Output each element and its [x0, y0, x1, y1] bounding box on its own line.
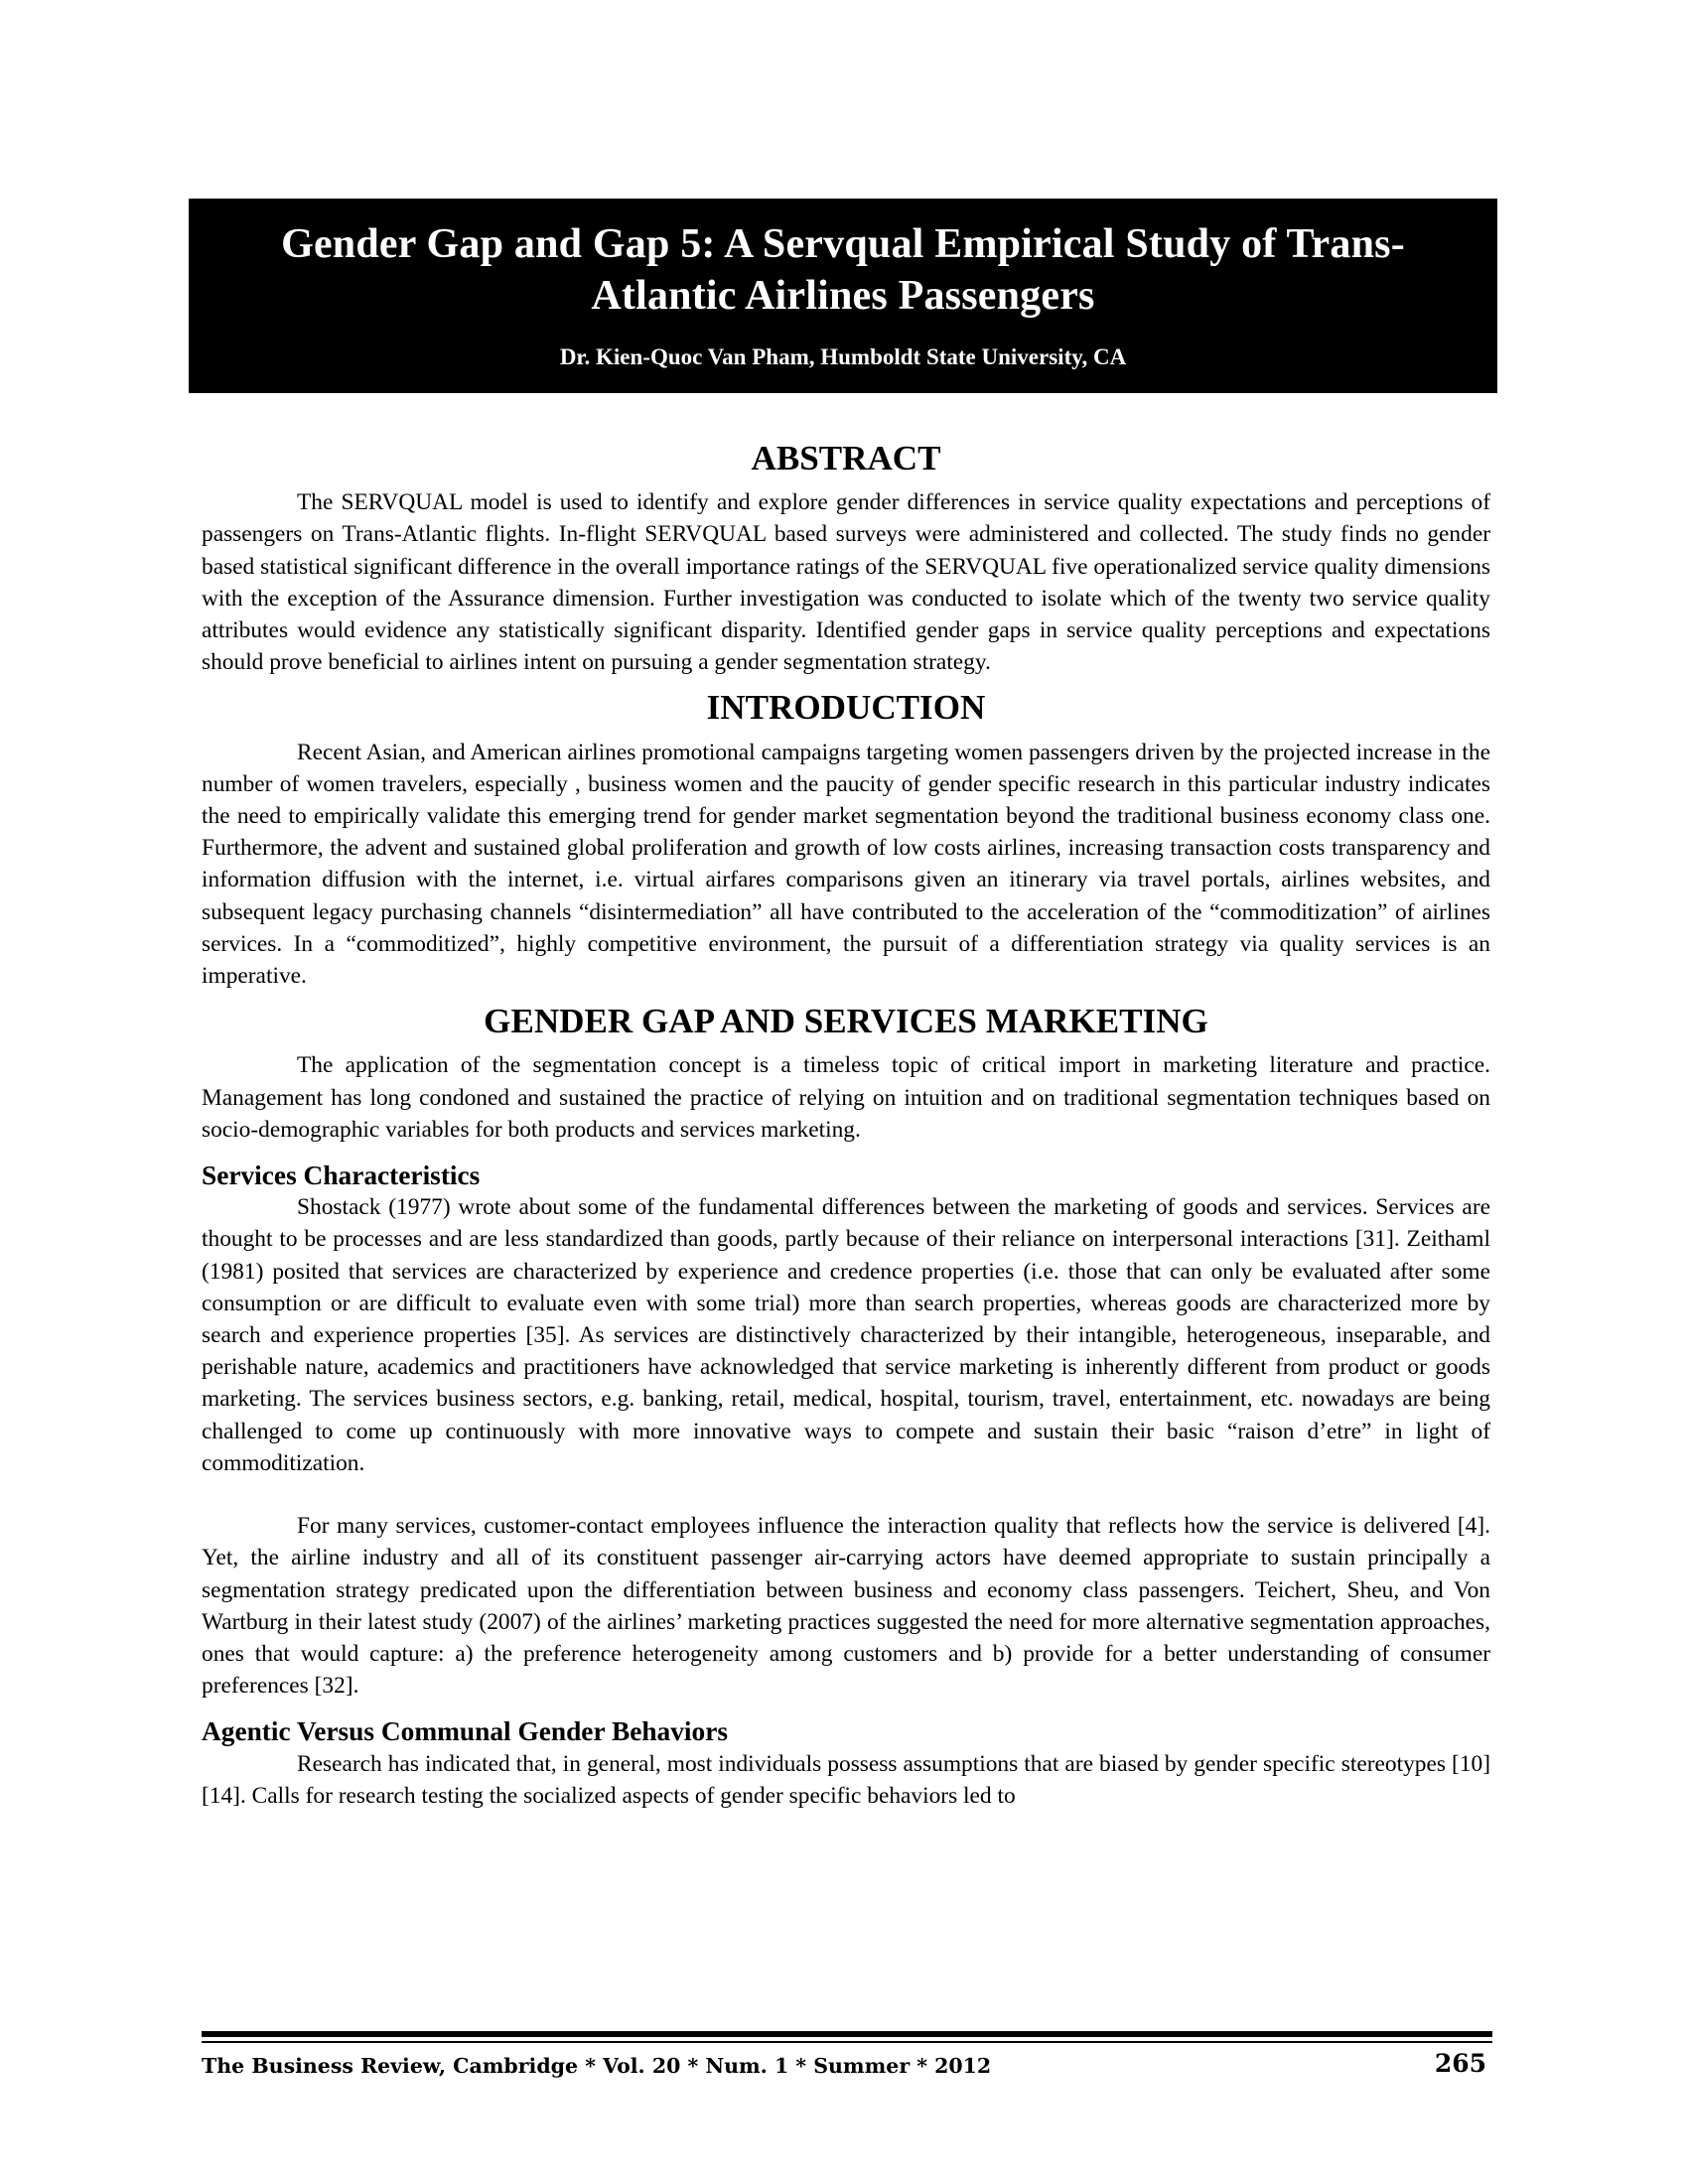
introduction-text: Recent Asian, and American airlines promotional campaigns targeting women passengers driven by the projected increase in the number of women travelers, especially , business women and the paucity of gender specific research in this particular industry indicates the need to empirically validate this emerging trend for gender market segmentation beyond the traditional business economy class one. Furthermore, the advent and sustained global proliferation and growth of low costs airlines, increasing transaction costs transparency and information diffusion with the internet, i.e. virtual airfares comparisons given an itinerary via travel portals, airlines websites, and subsequent legacy purchasing channels “disintermediation” all have contributed to the acceleration of the “commoditization” of airlines services. In a “commoditized”, highly competitive environment, the pursuit of a differentiation strategy via quality services is an imperative.	[202, 739, 1490, 990]
abstract-text: The SERVQUAL model is used to identify and explore gender differences in service quality expectations and perceptions of passengers on Trans-Atlantic flights. In-flight SERVQUAL based surveys were administered and collected. The study finds no gender based statistical significant difference in the overall importance ratings of the SERVQUAL five operationalized service quality dimensions with the exception of the Assurance dimension. Further investigation was conducted to isolate which of the twenty two service quality attributes would evidence any statistically significant disparity. Identified gender gaps in service quality perceptions and expectations should prove beneficial to airlines intent on pursuing a gender segmentation strategy.	[202, 489, 1490, 676]
journal-citation: The Business Review, Cambridge * Vol. 20 * Num. 1 * Summer * 2012	[202, 2054, 992, 2078]
introduction-heading: INTRODUCTION	[706, 688, 986, 728]
title-banner	[189, 199, 1497, 393]
agentic-heading: Agentic Versus Communal Gender Behaviors	[202, 1716, 728, 1747]
paper-title-line-2: Atlantic Airlines Passengers	[591, 273, 1095, 319]
services-characteristics-heading: Services Characteristics	[202, 1160, 481, 1191]
abstract-heading: ABSTRACT	[751, 439, 941, 478]
page-number: 265	[1434, 2049, 1486, 2078]
paper-body	[202, 439, 1490, 1812]
services-characteristics-paragraph-2: For many services, customer-contact employees influence the interaction quality that reflects how the service is delivered [4]. Yet, the airline industry and all of its constituent passenger air-carrying actors have deemed appropriate to sustain principally a segmentation strategy predicated upon the differentiation between business and economy class passengers. Teichert, Sheu, and Von Wartburg in their latest study (2007) of the airlines’ marketing practices suggested the need for more alternative segmentation approaches, ones that would capture: a) the preference heterogeneity among customers and b) provide for a better understanding of consumer preferences [32].	[202, 1513, 1490, 1700]
paper-title-line-1: Gender Gap and Gap 5: A Servqual Empirical Study of Trans-	[281, 221, 1405, 267]
gender-gap-text: The application of the segmentation concept is a timeless topic of critical import in marketing literature and practice. Management has long condoned and sustained the practice of relying on intuition and on traditional segmentation techniques based on socio-demographic variables for both products and services marketing.	[202, 1052, 1490, 1143]
agentic-text: Research has indicated that, in general, most individuals possess assumptions that are biased by gender specific stereotypes [10] [14]. Calls for research testing the socialized aspects of gender specific behaviors led to	[202, 1750, 1490, 1809]
footer-rule-thin	[202, 2041, 1492, 2043]
services-characteristics-paragraph-1: Shostack (1977) wrote about some of the fundamental differences between the marketing of goods and services. Services are thought to be processes and are less standardized than goods, partly because of their reliance on interpersonal interactions [31]. Zeithaml (1981) posited that services are characterized by experience and credence properties (i.e. those that can only be evaluated after some consumption or are difficult to evaluate even with some trial) more than search properties, whereas goods are characterized more by search and experience properties [35]. As services are distinctively characterized by their intangible, heterogeneous, inseparable, and perishable nature, academics and practitioners have acknowledged that service marketing is inherently different from product or goods marketing. The services business sectors, e.g. banking, retail, medical, hospital, tourism, travel, entertainment, etc. nowadays are being challenged to come up continuously with more innovative ways to compete and sustain their basic “raison d’etre” in light of commoditization.	[202, 1194, 1490, 1476]
author-line: Dr. Kien-Quoc Van Pham, Humboldt State University, CA	[559, 344, 1127, 369]
paper-title	[189, 218, 1497, 322]
footer-rule-thick	[202, 2031, 1492, 2037]
gender-gap-heading: GENDER GAP AND SERVICES MARKETING	[484, 1002, 1208, 1041]
